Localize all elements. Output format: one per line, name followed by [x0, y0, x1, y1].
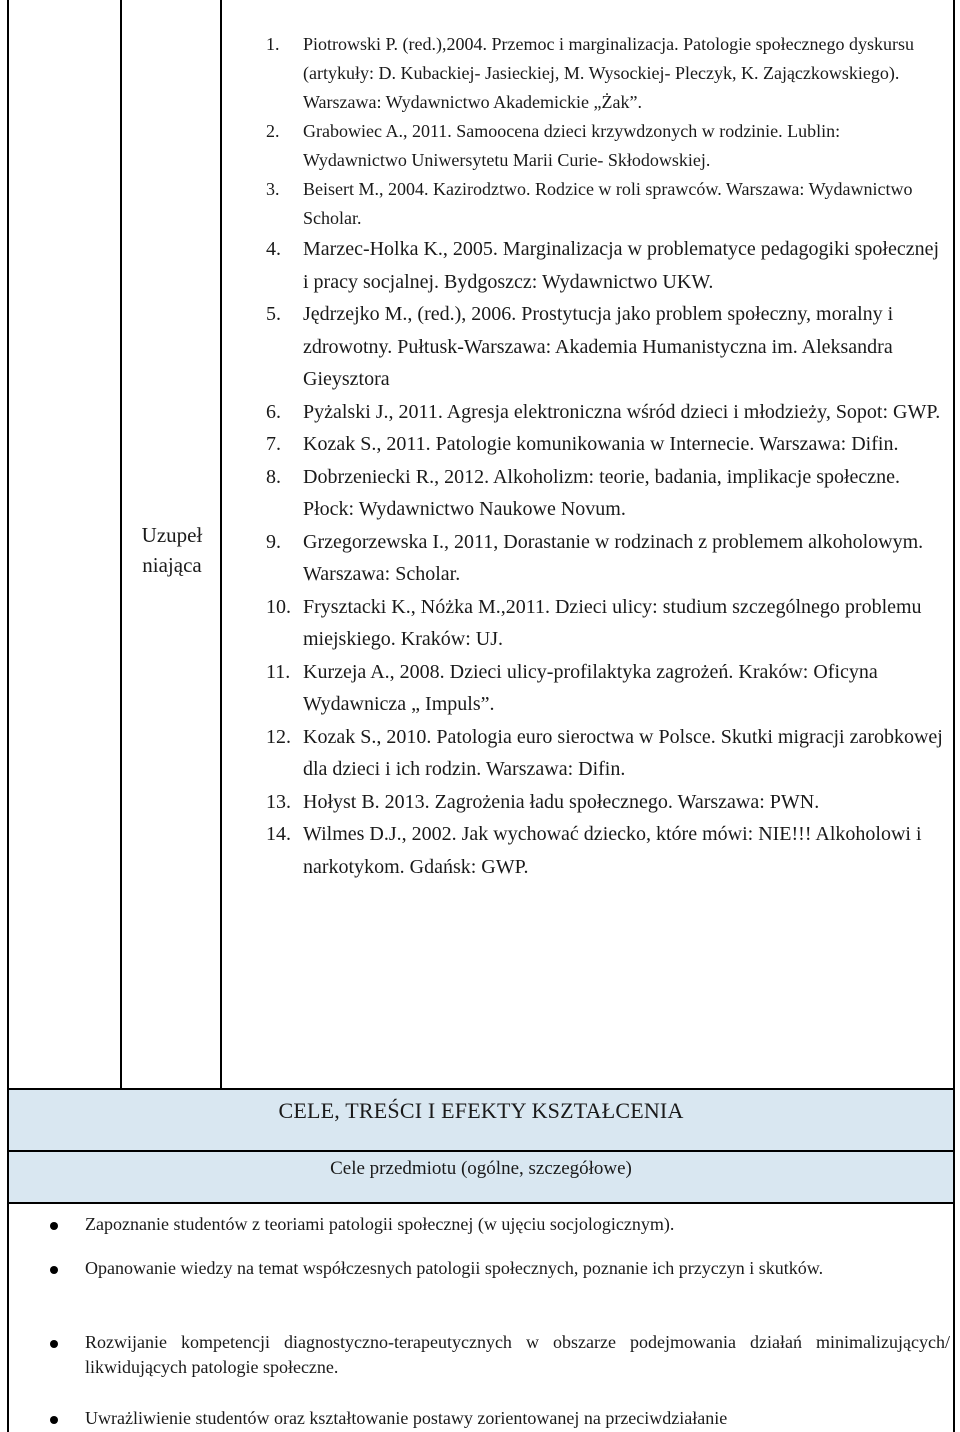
reference-item	[266, 461, 946, 526]
table-border-right	[953, 0, 955, 1088]
reference-number: 14.	[266, 823, 291, 845]
table-border-left	[7, 0, 9, 1088]
reference-number: 5.	[266, 303, 281, 325]
reference-text: Grabowiec A., 2011. Samoocena dzieci krzywdzonych w rodzinie. Lublin: Wydawnictwo Uniwersytetu Marii Curie- Skłodowskiej.	[303, 121, 841, 170]
reference-item	[266, 786, 946, 819]
table-border-mid	[220, 0, 222, 1088]
reference-number: 8.	[266, 465, 281, 488]
aim-item	[40, 1406, 950, 1431]
reference-text: Hołyst B. 2013. Zagrożenia ładu społecznego. Warszawa: PWN.	[303, 790, 820, 813]
aim-text: Opanowanie wiedzy na temat współczesnych patologii społecznych, poznanie ich przyczyn i skutków.	[85, 1258, 824, 1278]
reference-item	[266, 233, 946, 298]
reference-number: 6.	[266, 400, 281, 423]
reference-list	[266, 30, 946, 883]
bullet-icon	[50, 1266, 58, 1274]
reference-item	[266, 396, 946, 429]
reference-text: Beisert M., 2004. Kazirodztwo. Rodzice w roli sprawców. Warszawa: Wydawnictwo Scholar.	[303, 179, 913, 228]
subheading: Cele przedmiotu (ogólne, szczegółowe)	[330, 1158, 632, 1179]
reference-number: 12.	[266, 725, 291, 748]
reference-item	[266, 656, 946, 721]
aim-item	[40, 1256, 950, 1281]
row-label-line-2: niająca	[142, 553, 202, 577]
reference-number: 3.	[266, 179, 280, 199]
section-heading-band	[7, 1088, 955, 1150]
reference-text: Marzec-Holka K., 2005. Marginalizacja w problematyce pedagogiki społecznej i pracy socjalnej. Bydgoszcz: Wydawnictwo UKW.	[303, 238, 940, 293]
reference-number: 13.	[266, 790, 291, 813]
reference-item	[266, 30, 946, 117]
reference-text: Grzegorzewska I., 2011, Dorastanie w rodzinach z problemem alkoholowym. Warszawa: Scholar.	[303, 530, 924, 585]
reference-number: 4.	[266, 238, 281, 260]
row-label-line-1: Uzupeł	[141, 523, 203, 547]
reference-item	[266, 298, 946, 396]
bullet-icon	[50, 1340, 58, 1348]
aim-item	[40, 1330, 950, 1380]
row-label-supplementary	[124, 520, 220, 580]
reference-item	[266, 175, 946, 233]
aim-text: Uwrażliwienie studentów oraz kształtowanie postawy zorientowanej na przeciwdziałanie	[85, 1408, 728, 1428]
aim-item	[40, 1212, 950, 1237]
reference-number: 1.	[266, 34, 280, 54]
reference-number: 7.	[266, 433, 281, 455]
reference-text: Jędrzejko M., (red.), 2006. Prostytucja jako problem społeczny, moralny i zdrowotny. Pułtusk-Warszawa: Akademia Humanistyczna im. Aleksandra Gieysztora	[303, 303, 894, 390]
aim-text: Zapoznanie studentów z teoriami patologii społecznej (w ujęciu socjologicznym).	[85, 1214, 675, 1234]
reference-text: Kozak S., 2011. Patologie komunikowania w Internecie. Warszawa: Difin.	[303, 433, 899, 455]
reference-item	[266, 526, 946, 591]
reference-text: Kozak S., 2010. Patologia euro sieroctwa w Polsce. Skutki migracji zarobkowej dla dzieci i ich rodzin. Warszawa: Difin.	[303, 725, 943, 780]
reference-item	[266, 591, 946, 656]
reference-text: Dobrzeniecki R., 2012. Alkoholizm: teorie, badania, implikacje społeczne. Płock: Wydawnictwo Naukowe Novum.	[303, 465, 901, 520]
reference-item	[266, 818, 946, 883]
bullet-icon	[50, 1222, 58, 1230]
reference-text: Frysztacki K., Nóżka M.,2011. Dzieci ulicy: studium szczególnego problemu miejskiego. Kraków: UJ.	[303, 595, 922, 650]
reference-number: 10.	[266, 595, 291, 618]
reference-item	[266, 117, 946, 175]
reference-number: 9.	[266, 530, 281, 553]
reference-number: 11.	[266, 660, 291, 683]
section-heading: CELE, TREŚCI I EFEKTY KSZTAŁCENIA	[278, 1098, 684, 1123]
aim-text: Rozwijanie kompetencji diagnostyczno-terapeutycznych w obszarze podejmowania działań minimalizujących/ likwidujących patologie społeczne.	[85, 1332, 950, 1377]
subheading-band	[7, 1150, 955, 1204]
reference-number: 2.	[266, 121, 280, 141]
bullet-icon	[50, 1416, 58, 1424]
reference-text: Wilmes D.J., 2002. Jak wychować dziecko, które mówi: NIE!!! Alkoholowi i narkotykom. Gdańsk: GWP.	[303, 823, 922, 878]
reference-item	[266, 428, 946, 461]
aims-list	[0, 1204, 960, 1432]
table-border-inner	[120, 0, 122, 1088]
reference-text: Pyżalski J., 2011. Agresja elektroniczna wśród dzieci i młodzieży, Sopot: GWP.	[303, 400, 941, 423]
reference-text: Piotrowski P. (red.),2004. Przemoc i marginalizacja. Patologie społecznego dyskursu (artykuły: D. Kubackiej- Jasieckiej, M. Wysockiej- Pleczyk, K. Zajączkowskiego). Warszawa: Wydawnictwo Akademickie „Żak”.	[303, 34, 915, 112]
reference-text: Kurzeja A., 2008. Dzieci ulicy-profilaktyka zagrożeń. Kraków: Oficyna Wydawnicza „ Impuls”.	[303, 660, 878, 715]
reference-item	[266, 721, 946, 786]
